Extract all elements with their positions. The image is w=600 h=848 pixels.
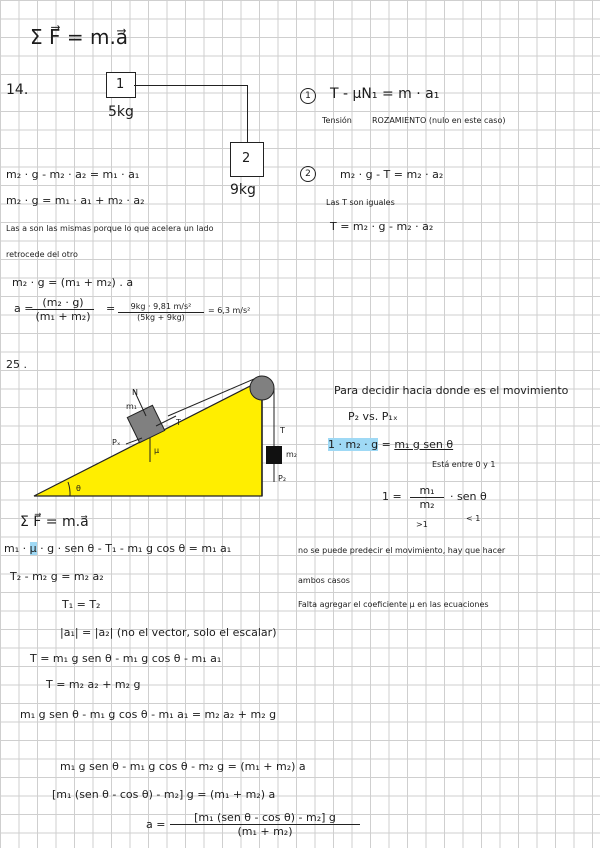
problem-14-number: 14. [6,82,29,98]
fraction-2 [118,302,204,323]
label-T1: T [176,418,181,427]
equation-a-mu: μ [29,542,37,555]
final-denominator: (m₁ + m₂) [237,825,293,838]
equation-2-marker: 2 [300,166,316,182]
equation-1-marker: 1 [300,88,316,104]
box-2-label: 2 [242,151,251,166]
equation-1-note-tension: Tensión [322,116,352,125]
compare-forces: P₂ vs. P₁ₓ [348,410,398,423]
equation-e: T = m₁ g sen θ - m₁ g cos θ - m₁ a₁ [30,652,222,665]
ratio-denominator: m₂ [419,498,435,511]
equation-2-result: T = m₂ · g - m₂ · a₂ [330,220,434,233]
fraction-2-numerator: 9kg · 9,81 m/s² [118,302,204,313]
left-note-2: retrocede del otro [6,250,78,259]
compare-note: Está entre 0 y 1 [432,460,496,469]
equation-b: T₂ - m₂ g = m₂ a₂ [10,570,104,583]
problem-25-number: 25 . [6,358,27,371]
final-numerator: [m₁ (sen θ - cos θ) - m₂] g [170,811,360,825]
equation-g: m₁ g sen θ - m₁ g cos θ - m₁ a₁ = m₂ a₂ + m₂ g [20,708,277,721]
equation-a-post: · g · sen θ - T₁ - m₁ g cos θ = m₁ a₁ [40,542,232,555]
equation-c: T₁ = T₂ [62,598,101,611]
fraction-1-denominator: (m₁ + m₂) [35,310,91,323]
compare-equation-equals: = [381,438,391,451]
fraction-1 [32,296,94,323]
label-m2: m₂ [286,450,297,459]
fraction-2-denominator: (5kg + 9kg) [137,313,185,322]
side-note-3: Falta agregar el coeficiente μ en las ecuaciones [298,600,489,609]
equation-f: T = m₂ a₂ + m₂ g [46,678,141,691]
label-m1: m₁ [126,402,137,411]
equation-a-pre: m₁ · [4,542,27,555]
ratio-fraction [410,484,444,511]
label-T2: T [280,426,285,435]
box-1 [106,72,136,98]
label-mu: μ [154,446,160,455]
header-formula: Σ F⃗ = m.a⃗ [30,25,129,49]
left-note-1: Las a son las mismas porque lo que acelera un lado [6,224,214,233]
ratio-under-left: >1 [416,520,428,529]
side-note-1: no se puede predecir el movimiento, hay que hacer [298,546,506,555]
box-2-mass: 9kg [230,182,256,198]
sum-formula: Σ F⃗ = m.a⃗ [20,514,89,530]
compare-equation [328,438,453,451]
label-P2: P₂ [278,474,287,483]
box-1-mass: 5kg [108,104,134,120]
equation-i: [m₁ (sen θ - cos θ) - m₂] g = (m₁ + m₂) a [52,788,276,801]
equation-a [4,542,231,555]
direction-note: Para decidir hacia donde es el movimiento [334,384,569,397]
box-2 [230,142,264,177]
ratio-under-right: < 1 [466,514,481,523]
rope-horizontal [134,85,248,86]
ratio-right: · sen θ [450,490,487,503]
ratio-numerator: m₁ [410,484,444,498]
compare-equation-right: m₁ g sen θ [394,438,454,451]
box-1-label: 1 [116,77,125,92]
final-fraction [170,811,360,838]
label-theta: θ [76,484,81,493]
ratio-left: 1 = [382,490,402,503]
rope-vertical [247,85,248,142]
equation-h: m₁ g sen θ - m₁ g cos θ - m₂ g = (m₁ + m₂) a [60,760,306,773]
equation-1-note-friction: ROZAMIENTO (nulo en este caso) [372,116,506,125]
label-N: N [132,388,138,397]
block-2 [266,446,282,464]
equation-2: m₂ · g - T = m₂ · a₂ [340,168,444,181]
compare-equation-left: 1 · m₂ · g [328,438,379,451]
result: = 6,3 m/s² [208,306,251,315]
equation-d: |a₁| = |a₂| (no el vector, solo el escalar) [60,626,277,639]
fraction-1-numerator: (m₂ · g) [32,296,94,310]
equation-1: T - μN₁ = m · a₁ [330,86,440,102]
equation-2-note: Las T son iguales [326,198,395,207]
side-note-2: ambos casos [298,576,350,585]
label-Px: Pₓ [112,438,121,447]
final-label: a = [146,818,166,831]
left-line-3: m₂ · g = (m₁ + m₂) . a [12,276,134,289]
left-line-2: m₂ · g = m₁ · a₁ + m₂ · a₂ [6,194,145,207]
equals-sign: = [106,302,116,315]
left-line-1: m₂ · g - m₂ · a₂ = m₁ · a₁ [6,168,140,181]
a-label: a = [14,302,34,315]
incline-diagram [30,366,330,506]
